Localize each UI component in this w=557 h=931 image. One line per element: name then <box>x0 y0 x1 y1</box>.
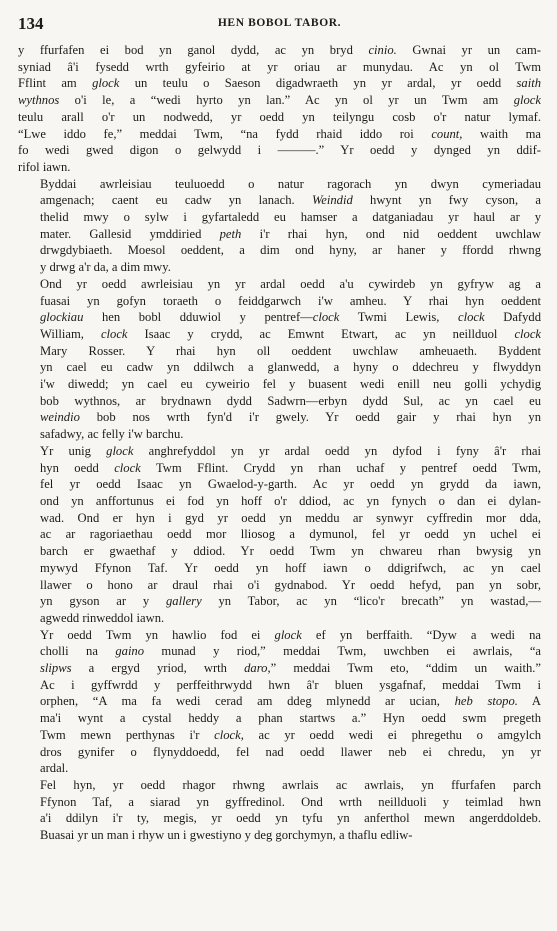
text-run: Yr oedd Twm yn hawlio fod ei <box>40 627 275 642</box>
italic-term: clock <box>312 310 340 325</box>
text-run: ardal. <box>40 761 69 776</box>
italic-term: glockiau <box>40 310 84 325</box>
text-run: Twm mewn perthynas i'r <box>40 727 215 742</box>
text-line <box>18 42 541 59</box>
italic-term: peth <box>219 226 242 241</box>
text-line <box>18 760 541 777</box>
text-run: safadwy, ac felly i'w barchu. <box>40 427 184 442</box>
text-run: thelid mwy o sylw i gyfartaledd eu hamser a datganiadau yr haul ar y <box>40 210 541 225</box>
text-run: ” meddai Twm eto, “ddim un waith.” <box>270 661 541 676</box>
text-run: Ac i gyffwrdd y perffeithrwydd hwn â'r bluen ysgafnaf, meddai Twm i <box>40 677 541 692</box>
text-run: ac ar ragoriaethau oedd mor lliosog a dymunol, fel yr oedd yn uchel ei <box>40 527 541 542</box>
text-line <box>18 627 541 644</box>
paragraph <box>18 276 541 443</box>
paragraph <box>18 777 541 844</box>
italic-term: slipws <box>40 661 72 676</box>
text-line <box>18 242 541 259</box>
text-run: mater. Gallesid ymddiried <box>40 226 220 241</box>
text-line <box>18 192 541 209</box>
body-text <box>18 42 541 844</box>
text-run: o'i le, a “wedi hyrto yn lan.” Ac yn ol yr un Twm am <box>59 93 514 108</box>
text-run: anghrefyddol yn yr ardal oedd yn dyfod i fyny â'r rhai <box>133 443 541 458</box>
text-run: a ergyd yriod, wrth <box>71 661 245 676</box>
italic-term: count, <box>431 126 463 141</box>
text-run: drwgdybiaeth. Moesol oeddent, a dim ond hyny, ar haner y ffordd rhwng <box>40 243 541 258</box>
italic-term: wythnos <box>18 93 60 108</box>
text-line <box>18 610 541 627</box>
text-line <box>18 593 541 610</box>
text-run: wad. Ond er hyn i gyd yr oedd yn meddu ar synwyr cyffredin mor dda, <box>40 510 541 525</box>
italic-term: Weindid <box>311 193 353 208</box>
text-line <box>18 92 541 109</box>
text-run: yn cael eu cadw yn ddilwch a glanwedd, a hyny o ddechreu y flwyddyn <box>40 360 541 375</box>
text-run: i'w diwedd; yn cael eu cyweirio fel y buasent wedi enill neu golli ychydig <box>40 377 541 392</box>
text-run: hen bobl dduwiol y pentref— <box>83 310 313 325</box>
text-run: Ffynon Taf, a siarad yn gyffredinol. Ond wrth neillduoli y teimlad hwn <box>40 794 541 809</box>
text-line <box>18 276 541 293</box>
italic-term: glock <box>106 443 134 458</box>
italic-term: gallery <box>166 594 202 609</box>
text-run: munad y riod,” meddai Twm, uwchben ei awrlais, “a <box>144 644 541 659</box>
text-run: fo wedi gwed digon o gelwydd i ———.” Yr oedd y dynged yn ddif- <box>18 143 541 158</box>
text-run: amgenach; caent eu cadw yn lanach. <box>40 193 312 208</box>
text-run: fuasai yn gofyn toraeth o feiddgarwch i'w amheu. Y rhai hyn oeddent <box>40 293 541 308</box>
text-line <box>18 543 541 560</box>
text-line <box>18 560 541 577</box>
text-run: fel yr oedd Isaac yn Gwaelod-y-garth. Ac yr oedd yn grydd da iawn, <box>40 477 541 492</box>
text-line <box>18 526 541 543</box>
text-line <box>18 693 541 710</box>
text-line <box>18 176 541 193</box>
page-header <box>18 14 541 42</box>
text-line <box>18 259 541 276</box>
text-line <box>18 476 541 493</box>
text-line <box>18 493 541 510</box>
italic-term: glock <box>274 627 302 642</box>
text-run: Dafydd <box>484 310 541 325</box>
italic-term: glock <box>513 93 541 108</box>
text-run: teulu arall o'r un nodwedd, yr oedd yn teilyngu cosb o'r natur lymaf. <box>18 109 541 124</box>
paragraph <box>18 176 541 276</box>
text-line <box>18 777 541 794</box>
text-run: yn Tabor, ac yn “lico'r brecath” yn wastad,— <box>201 594 541 609</box>
text-line <box>18 710 541 727</box>
text-run: William, <box>40 326 101 341</box>
text-run: llawer o hono ar draul rhai o'i gydnabod. Yr oedd hefyd, pan yn sobr, <box>40 577 541 592</box>
italic-term: saith <box>516 76 542 91</box>
text-run: y ffurfafen ei bod yn ganol dydd, ac yn bryd <box>18 43 369 57</box>
text-run: un teulu o Saeson digadwraeth yn yr ardal, yr oedd <box>119 76 517 91</box>
italic-term: glock <box>92 76 120 91</box>
text-run: mywyd Ffynon Taf. Yr oedd yn hoff iawn o ddigrifwch, ac yn cael <box>40 560 541 575</box>
text-run: agwedd rinweddol iawn. <box>40 610 165 625</box>
text-line <box>18 727 541 744</box>
page-number: 134 <box>18 14 44 33</box>
text-run: Yr unig <box>40 443 107 458</box>
text-run: Mary Rosser. Y rhai hyn oll oeddent uwchlaw amheuaeth. Byddent <box>40 343 541 358</box>
text-run: y drwg a'r da, a dim mwy. <box>40 260 171 275</box>
text-run: cholli na <box>40 644 116 659</box>
text-line <box>18 577 541 594</box>
text-line <box>18 109 541 126</box>
text-line <box>18 376 541 393</box>
text-line <box>18 510 541 527</box>
paragraph <box>18 42 541 176</box>
text-run: hwynt yn fwy cyson, a <box>352 193 541 208</box>
text-line <box>18 460 541 477</box>
italic-term: weindio <box>40 410 80 425</box>
text-line <box>18 209 541 226</box>
text-line <box>18 443 541 460</box>
text-run: Ond yr oedd awrleisiau yn yr ardal oedd a'u cywirdeb yn gyfryw ag a <box>40 276 541 291</box>
text-line <box>18 409 541 426</box>
text-line <box>18 309 541 326</box>
text-line <box>18 359 541 376</box>
text-line <box>18 794 541 811</box>
text-run: ac yr oedd wedi ei phregethu o amgylch <box>243 727 541 742</box>
text-line <box>18 810 541 827</box>
text-run: waith ma <box>462 126 542 141</box>
text-run: ond yn anffortunus ei fod yn hoff o'r ddiod, ac yn fynych o dan ei dylan- <box>40 493 541 508</box>
text-line <box>18 643 541 660</box>
text-run: rifol iawn. <box>18 159 71 174</box>
text-run: bob nos wrth fyn'd i'r gwely. Yr oedd gair y rhai hyn yn <box>79 410 541 425</box>
text-run: ma'i wynt a cystal heddy a phan startws a.” Hyn oedd swm pregeth <box>40 711 541 726</box>
text-run: Twm Fflint. Crydd yn rhan uchaf y pentref oedd Twm, <box>140 460 541 475</box>
text-line <box>18 426 541 443</box>
italic-term: clock <box>114 460 141 475</box>
italic-term: daro, <box>244 661 271 676</box>
text-line <box>18 326 541 343</box>
text-run: syniad â'i fysedd wrth gyfeirio at yr oriau ar munydau. Ac yn ol Twm <box>18 59 541 74</box>
text-run: dros gynifer o flynyddoedd, fel nad oedd llawer neb ei chredu, yn yr <box>40 744 541 759</box>
text-run: barch er gwaethaf y ddiod. Yr oedd Twm yn chwareu rhan bwysig yn <box>40 544 541 559</box>
text-line <box>18 660 541 677</box>
text-run: Isaac y crydd, ac Emwnt Etwart, ac yn neillduol <box>127 326 515 341</box>
text-run: Byddai awrleisiau teuluoedd o natur ragorach yn dwyn cymeriadau <box>40 176 541 191</box>
text-line <box>18 59 541 76</box>
text-line <box>18 142 541 159</box>
text-run: ef yn berffaith. “Dyw a wedi na <box>301 627 541 642</box>
text-run: Twmi Lewis, <box>339 310 459 325</box>
running-title: HEN BOBOL TABOR. <box>217 17 342 29</box>
paragraph <box>18 627 541 777</box>
text-run: hyn oedd <box>40 460 115 475</box>
italic-term: clock, <box>214 727 244 742</box>
text-run: orphen, “A ma fa wedi cerad am ddeg mlynedd ar ucian, <box>40 694 455 709</box>
text-run: Buasai yr un man i rhyw un i gwestiyno y deg gorchymyn, a thaflu edliw- <box>40 828 413 843</box>
paragraph <box>18 443 541 627</box>
text-line <box>18 75 541 92</box>
text-run: bob wythnos, ar brydnawn dydd Sadwrn—erbyn dydd Sul, ac yn cael eu <box>40 393 541 408</box>
text-run: Fel hyn, yr oedd rhagor rhwng awrlais ac awrlais, yn ffurfafen parch <box>40 777 541 792</box>
text-line <box>18 343 541 360</box>
italic-term: heb stopo. <box>454 694 518 709</box>
italic-term: cinio. <box>368 43 397 57</box>
italic-term: clock <box>100 326 128 341</box>
text-run: yn gyson ar y <box>40 594 166 609</box>
text-run: A <box>517 694 541 709</box>
italic-term: clock <box>458 310 485 325</box>
text-run: a'i ddilyn i'r ty, megis, yr oedd yn tyfu yn anferthol mewn angerddoldeb. <box>40 811 541 826</box>
italic-term: clock <box>514 326 542 341</box>
text-line <box>18 744 541 761</box>
text-line <box>18 293 541 310</box>
text-run: i'r rhai hyn, ond nid oeddent uwchlaw <box>241 226 541 241</box>
text-run: Gwnai yr un cam- <box>396 43 541 57</box>
text-line <box>18 126 541 143</box>
italic-term: gaino <box>115 644 145 659</box>
text-run: “Lwe iddo fe,” meddai Twm, “na fydd rhaid iddo roi <box>18 126 432 141</box>
text-run: Fflint am <box>18 76 93 91</box>
text-line <box>18 159 541 176</box>
text-line <box>18 827 541 844</box>
text-line <box>18 393 541 410</box>
text-line <box>18 677 541 694</box>
text-line <box>18 226 541 243</box>
